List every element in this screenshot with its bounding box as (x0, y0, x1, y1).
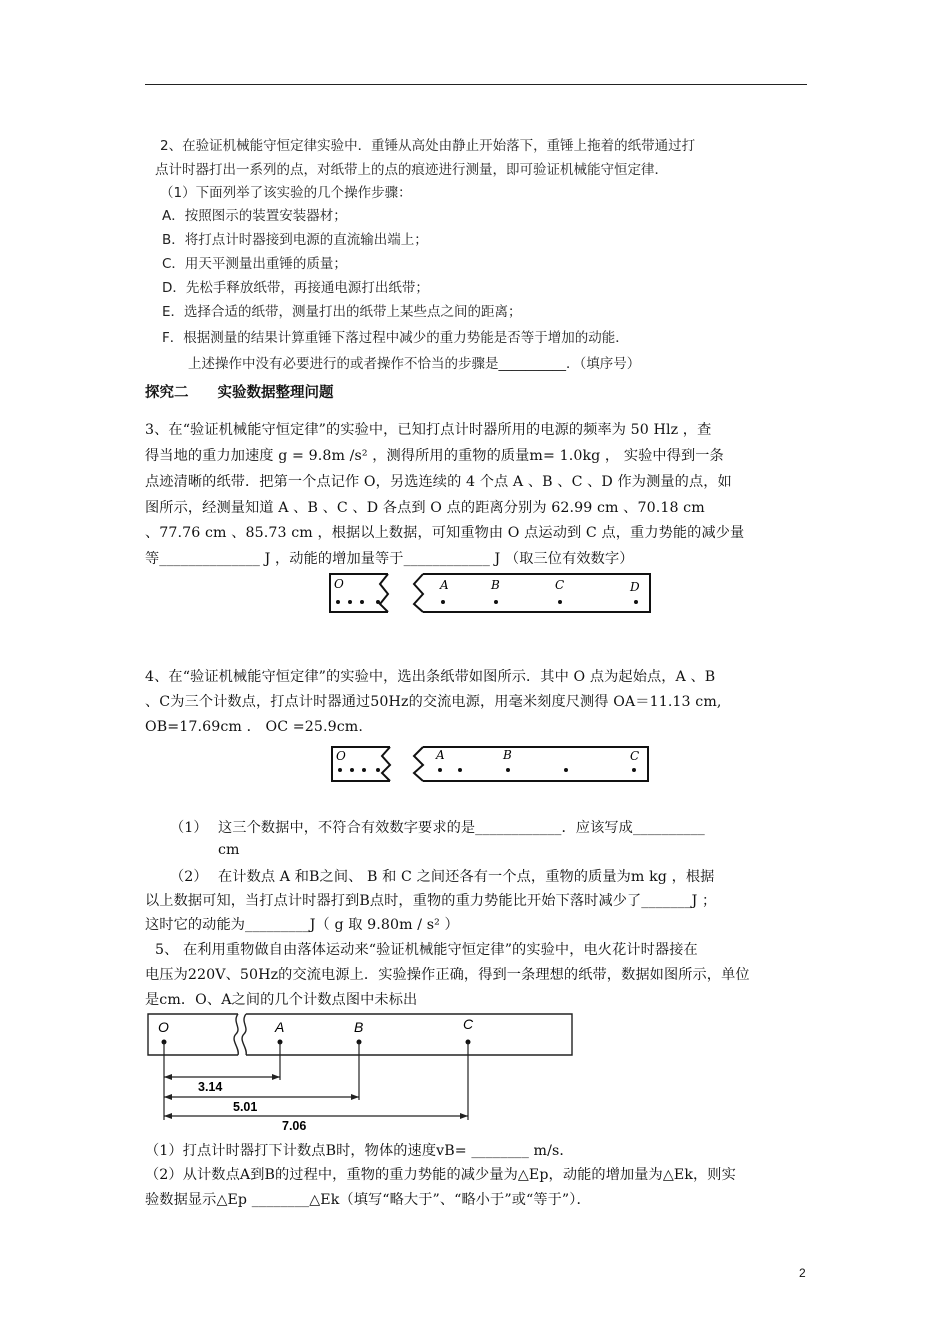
q4-tape-right-edge (423, 747, 648, 781)
q3-dot-o4 (376, 600, 380, 604)
q3-label-a: A (440, 578, 449, 592)
q2-sub1: （1）下面列举了该实验的几个操作步骤： (160, 185, 412, 201)
q5-label-o: O (158, 1019, 169, 1035)
q2-line2: 点计时器打出一系列的点，对纸带上的点的痕迹进行测量，即可验证机械能守恒定律． (155, 162, 668, 178)
q4-sub1-unit: cm (218, 842, 240, 858)
q4-tape-figure (330, 745, 652, 785)
q5-measure-ob-arrow-left (164, 1094, 172, 1100)
q4-sub1-number: （1） (170, 820, 208, 836)
q3-dot-o (336, 600, 340, 604)
q3-line3: 点迹清晰的纸带．把第一个点记作 O，另选连续的 4 个点 A 、B 、C 、D 作为测量的点，如 (145, 474, 732, 490)
q5-measure-oa-arrow-right (272, 1074, 280, 1080)
q4-label-a: A (436, 748, 445, 762)
q4-dot-o3 (362, 768, 366, 772)
q4-dot-b (506, 768, 510, 772)
q5-measure-oc-arrow-right (460, 1113, 468, 1119)
q5-tape-right-edge (246, 1014, 572, 1055)
q5-label-a: A (275, 1019, 285, 1035)
q3-dot-a (441, 600, 445, 604)
q4-sub2-line1: 在计数点 A 和B之间、 B 和 C 之间还各有一个点，重物的质量为m kg ，根据 (218, 869, 715, 885)
q5-measure-oc: 7.06 (282, 1119, 307, 1133)
q3-tape-figure (328, 572, 654, 616)
q4-dot-a (438, 768, 442, 772)
q4-sub2-number: （2） (170, 869, 208, 885)
q3-line1: 3、在“验证机械能守恒定律”的实验中，已知打点计时器所用的电源的频率为 50 Hlz ，查 (145, 422, 712, 438)
q2-step-f: F．根据测量的结果计算重锤下落过程中减少的重力势能是否等于增加的动能． (162, 330, 629, 346)
q5-sub2-line1: （2）从计数点A到B的过程中，重物的重力势能的减少量为△Ep，动能的增加量为△Ek，则实 (145, 1167, 736, 1183)
q4-dot-c (632, 768, 636, 772)
q3-label-b: B (491, 578, 500, 592)
q5-measure-oc-arrow-left (164, 1113, 172, 1119)
q3-line6: 等______________ J ，动能的增加量等于____________ J （取三位有效数字） (145, 551, 634, 567)
q2-step-e: E．选择合适的纸带，测量打出的纸带上某些点之间的距离； (162, 304, 522, 320)
q5-measure-oa-arrow-left (164, 1074, 172, 1080)
q5-measure-ob: 5.01 (233, 1100, 258, 1114)
q4-sub2-line2: 以上数据可知，当打点计时器打到B点时，重物的重力势能比开始下落时减少了_______J ； (145, 893, 717, 909)
q5-tape-figure (146, 1012, 576, 1133)
q4-dot-between-ab (458, 768, 462, 772)
q3-dot-b (494, 600, 498, 604)
q3-dot-d (634, 600, 638, 604)
q3-tape-right-break (414, 574, 423, 612)
q5-measure-oa: 3.14 (198, 1080, 223, 1094)
q4-dot-o2 (350, 768, 354, 772)
q5-sub2-line2: 验数据显示△Ep ________△Ek（填写“略大于”、“略小于”或“等于”）． (145, 1192, 591, 1208)
q2-line1: 2、在验证机械能守恒定律实验中．重锤从高处由静止开始落下，重锤上拖着的纸带通过打 (160, 138, 696, 154)
q5-measure-ob-arrow-right (351, 1094, 359, 1100)
q4-dot-o (338, 768, 342, 772)
q5-tape-right-break (242, 1014, 246, 1055)
q3-label-o: O (334, 577, 344, 591)
q3-line5: 、77.76 cm 、85.73 cm ，根据以上数据，可知重物由 O 点运动到 C 点，重力势能的减少量 (145, 525, 745, 541)
q3-dot-c (558, 600, 562, 604)
page-number: 2 (799, 1266, 806, 1280)
q5-line1: 5、 在利用重物做自由落体运动来“验证机械能守恒定律”的实验中，电火花计时器接在 (155, 942, 698, 958)
q4-sub2-line3: 这时它的动能为_________J（ g 取 9.80m / s² ） (145, 917, 459, 933)
q3-dot-o3 (360, 600, 364, 604)
q3-dot-o2 (348, 600, 352, 604)
q4-dot-o4 (376, 768, 380, 772)
q3-label-d: D (630, 580, 640, 594)
q4-line3: OB=17.69cm ． OC =25.9cm. (145, 719, 363, 735)
q2-step-b: B．将打点计时器接到电源的直流输出端上； (162, 232, 428, 248)
q4-label-o: O (336, 749, 346, 763)
q5-tape-left-break (234, 1014, 238, 1055)
q5-sub1: （1）打点计时器打下计数点B时，物体的速度vB= ________ m/s． (145, 1143, 574, 1159)
q3-tape-left-break (380, 574, 388, 612)
q4-label-c: C (630, 749, 640, 763)
q4-label-b: B (503, 748, 512, 762)
q4-sub1-text: 这三个数据中，不符合有效数字要求的是____________．应该写成__________ (218, 820, 705, 836)
q4-line2: 、C为三个计数点，打点计时器通过50Hz的交流电源，用毫米刻度尺测得 OA＝11.13 cm, (145, 694, 722, 710)
q4-dot-between-bc (564, 768, 568, 772)
q4-tape-left-break (382, 747, 390, 781)
header-rule (145, 84, 807, 85)
q3-tape-right-edge (423, 574, 650, 612)
section-title: 探究二 实验数据整理问题 (145, 385, 334, 401)
q3-label-c: C (555, 578, 565, 592)
q2-step-a: A．按照图示的装置安装器材； (162, 208, 347, 224)
q4-tape-right-break (414, 747, 423, 781)
q2-step-c: C．用天平测量出重锤的质量； (162, 256, 347, 272)
q5-label-c: C (463, 1016, 474, 1032)
q5-line3: 是cm．O、A之间的几个计数点图中未标出 (145, 992, 418, 1008)
q2-step-d: D．先松手释放纸带，再接通电源打出纸带； (162, 280, 429, 296)
q4-line1: 4、在“验证机械能守恒定律”的实验中，选出条纸带如图所示．其中 O 点为起始点，A 、B (145, 669, 716, 685)
q5-label-b: B (354, 1019, 364, 1035)
q3-line2: 得当地的重力加速度 g = 9.8m /s² ，测得所用的重物的质量m= 1.0kg ， 实验中得到一条 (145, 448, 724, 464)
q2-answer-line: 上述操作中没有必要进行的或者操作不恰当的步骤是__________．（填序号） (188, 356, 641, 372)
q5-line2: 电压为220V、50Hz的交流电源上．实验操作正确，得到一条理想的纸带，数据如图所示，单位 (145, 967, 750, 983)
q3-line4: 图所示，经测量知道 A 、B 、C 、D 各点到 O 点的距离分别为 62.99 cm 、70.18 cm (145, 500, 705, 516)
